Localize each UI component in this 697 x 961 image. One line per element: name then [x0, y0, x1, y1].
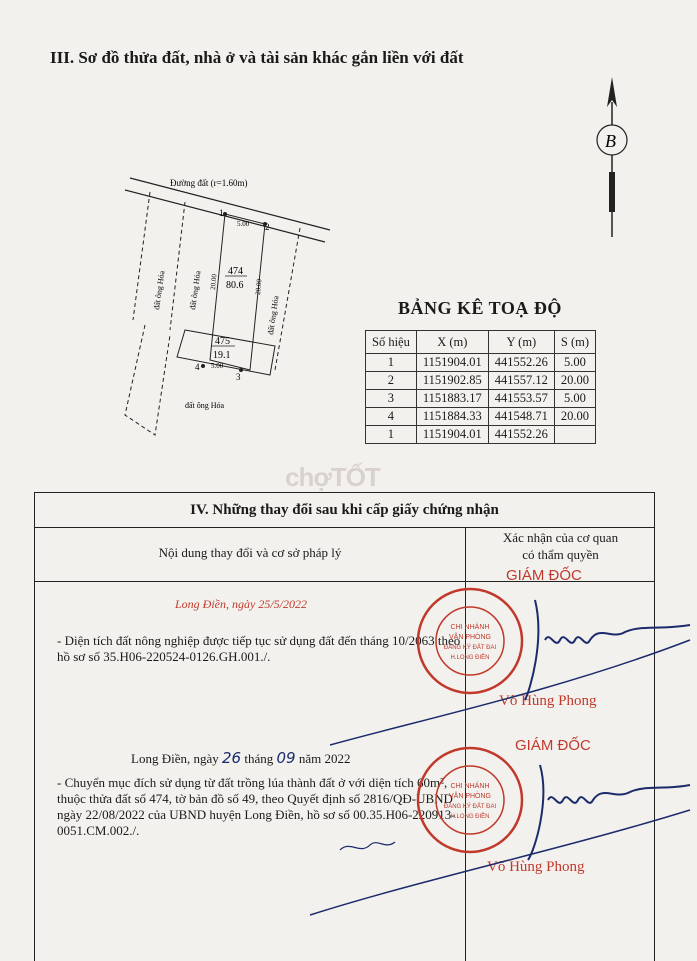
entry-2-year: năm 2022 — [298, 751, 351, 766]
parcel-474-number: 474 — [228, 266, 243, 277]
coordinate-table-header — [366, 331, 596, 354]
table-cell: 4 — [366, 408, 417, 426]
section-3-title: III. Sơ đồ thửa đất, nhà ở và tài sản khác gắn liền với đất — [50, 48, 464, 67]
neighbor-left-1: đất ông Hóa — [152, 270, 167, 311]
header-cell: Số hiệu — [366, 331, 417, 354]
parcel-475-number: 475 — [215, 336, 230, 347]
table-cell: 20.00 — [554, 408, 595, 426]
seal-1-inner-1: CHI NHÁNH — [450, 624, 490, 631]
table-cell: 3 — [366, 390, 417, 408]
neighbor-left-2: đất ông Hóa — [188, 270, 203, 311]
header-cell: Y (m) — [488, 331, 554, 354]
entry-2-month: 09 — [276, 749, 296, 767]
seal-1-inner-4: H.LONG ĐIỀN — [450, 655, 490, 661]
table-cell: 5.00 — [554, 354, 595, 372]
signer-name-1: Võ Hùng Phong — [499, 693, 597, 709]
seal-2-inner-1: CHI NHÁNH — [450, 783, 490, 790]
entry-2-month-word: tháng — [244, 751, 274, 766]
signer-title-2: GIÁM ĐỐC — [515, 737, 591, 754]
seal-2-inner-3: ĐĂNG KÝ ĐẤT ĐAI — [443, 804, 497, 810]
table-cell: 441548.71 — [488, 408, 554, 426]
section-4-title: IV. Những thay đổi sau khi cấp giấy chứng nhận — [35, 493, 654, 528]
coordinate-table — [365, 330, 596, 444]
entry-2-day: 26 — [221, 749, 242, 767]
compass-letter: B — [605, 131, 616, 151]
point-4 — [201, 364, 205, 368]
table-cell: 441553.57 — [488, 390, 554, 408]
neighbor-bottom: đất ông Hóa — [185, 401, 225, 410]
point-1-label: 1 — [219, 208, 224, 218]
dim-bottom: 5.00 — [211, 362, 224, 370]
authority-header-line-2: có thẩm quyền — [522, 547, 599, 562]
seal-2-inner-4: H.LONG ĐIỀN — [450, 814, 490, 820]
table-cell: 20.00 — [554, 372, 595, 390]
neighbor-left-line — [133, 192, 150, 320]
section-4-box — [34, 492, 655, 961]
table-cell: 1151904.01 — [416, 426, 488, 444]
column-header-authority — [467, 529, 654, 563]
parcel-474-area: 80.6 — [226, 280, 244, 291]
table-row — [366, 426, 596, 444]
authority-header-line-1: Xác nhận của cơ quan — [502, 530, 619, 545]
column-header-content: Nội dung thay đổi và cơ sở pháp lý — [158, 545, 342, 560]
compass-bar — [609, 172, 615, 212]
north-compass — [590, 72, 640, 242]
entry-2-date-prefix: Long Điền, ngày — [131, 751, 219, 766]
entry-2-text: - Chuyển mục đích sử dụng từ đất trồng lúa thành đất ở với diện tích 60m², thuộc thửa đất số 474, tờ bản đồ số 49, theo Quyết định số 2816/QĐ-UBND ngày 22/08/2022 của UBND huyện Long Điền, hồ sơ số 00.35.H06-220913-0051.CM.002./. — [57, 775, 456, 838]
table-row — [366, 354, 596, 372]
seal-2-inner-2: VĂN PHÒNG — [448, 793, 492, 800]
dim-left: 20.00 — [209, 273, 219, 291]
table-cell: 1151902.85 — [416, 372, 488, 390]
point-4-label: 4 — [195, 362, 200, 372]
table-row — [366, 372, 596, 390]
seal-1-inner-2: VĂN PHÒNG — [448, 634, 492, 641]
table-cell: 2 — [366, 372, 417, 390]
table-cell: 5.00 — [554, 390, 595, 408]
table-cell: 441552.26 — [488, 426, 554, 444]
header-cell: S (m) — [554, 331, 595, 354]
coordinate-table-title: BẢNG KÊ TOẠ ĐỘ — [398, 298, 562, 318]
entry-2-date — [131, 749, 350, 767]
dim-right: 20.00 — [254, 278, 264, 296]
table-cell: 1 — [366, 426, 417, 444]
dim-top: 5.00 — [237, 220, 250, 228]
land-plot-diagram — [115, 170, 345, 440]
table-row — [366, 408, 596, 426]
table-cell: 1151904.01 — [416, 354, 488, 372]
entry-1-date: Long Điền, ngày 25/5/2022 — [175, 597, 307, 611]
parcel-475-area: 19.1 — [213, 350, 231, 361]
point-3-label: 3 — [236, 372, 241, 382]
road-label: Đường đất (r=1.60m) — [170, 178, 248, 188]
entry-1-text: - Diện tích đất nông nghiệp được tiếp tục sử dụng đất đến tháng 10/2063 theo hồ sơ số 35.H06-220524-0126.GH.001./. — [57, 633, 461, 664]
official-seal-2 — [415, 745, 525, 855]
watermark-logo: chợTỐT — [285, 462, 380, 492]
table-cell: 441557.12 — [488, 372, 554, 390]
signer-name-2: Võ Hùng Phong — [487, 859, 585, 875]
table-cell: 1 — [366, 354, 417, 372]
table-cell: 1151884.33 — [416, 408, 488, 426]
table-cell: 441552.26 — [488, 354, 554, 372]
table-cell: 1151883.17 — [416, 390, 488, 408]
table-cell — [554, 426, 595, 444]
header-cell: X (m) — [416, 331, 488, 354]
signer-title-1: GIÁM ĐỐC — [506, 567, 582, 584]
neighbor-right: đất ông Hóa — [266, 295, 281, 336]
official-seal-1 — [415, 586, 525, 696]
point-2-label: 2 — [265, 222, 270, 232]
seal-1-inner-3: ĐĂNG KÝ ĐẤT ĐAI — [443, 645, 497, 651]
point-1 — [223, 212, 227, 216]
table-row — [366, 390, 596, 408]
